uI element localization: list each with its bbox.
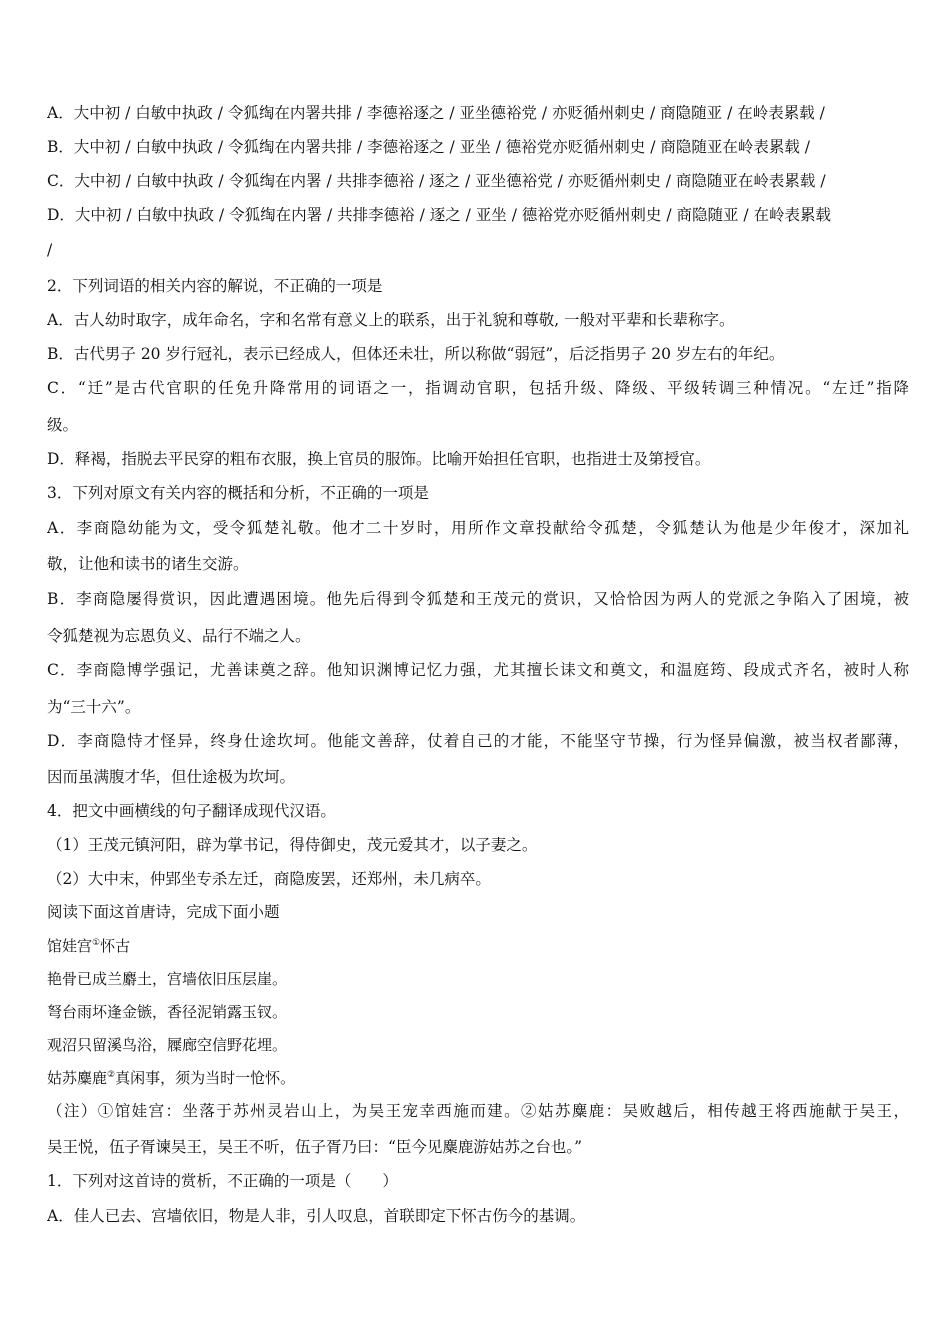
q2-option-d: D．释褐，指脱去平民穿的粗布衣服，换上官员的服饰。比喻开始担任官职，也指进士及第授官。 (47, 450, 711, 468)
poem-line-4-note-marker: ② (107, 1070, 116, 1080)
poem-notes-line1: （注）①馆娃宫：坐落于苏州灵岩山上，为吴王宠幸西施而建。②姑苏麋鹿：吴败越后，相传越王将西施献于吴王， (47, 1102, 909, 1120)
poem-line-4 (47, 1068, 909, 1088)
q2-stem: 2．下列词语的相关内容的解说，不正确的一项是 (47, 277, 383, 295)
q3-option-c-line1: C．李商隐博学强记，尤善诔奠之辞。他知识渊博记忆力强，尤其擅长诔文和奠文，和温庭筠、段成式齐名，被时人称 (47, 661, 909, 679)
poem-line-3: 观沼只留溪鸟浴，屧廊空信野花埋。 (47, 1036, 288, 1054)
q3-option-a-line2: 敬，让他和读书的诸生交游。 (47, 555, 249, 573)
q1-option-b: B．大中初 / 白敏中执政 / 令狐绹在内署共排 / 李德裕逐之 / 亚坐 / 德裕党亦贬循州刺史 / 商隐随亚在岭表累载 / (47, 138, 810, 156)
q2-option-b: B．古代男子 20 岁行冠礼，表示已经成人，但体还未壮，所以称做“弱冠”，后泛指男子 20 岁左右的年纪。 (47, 345, 785, 363)
q3-option-c-line2: 为“三十六”。 (47, 698, 141, 716)
q3-option-d-line1: D．李商隐恃才怪异，终身仕途坎坷。他能文善辞，仗着自己的才能，不能坚守节操，行为怪异偏激，被当权者鄙薄， (47, 732, 909, 750)
q3-stem: 3．下列对原文有关内容的概括和分析，不正确的一项是 (47, 484, 429, 502)
poem-line-1: 艳骨已成兰麝土，宫墙依旧压层崖。 (47, 970, 288, 988)
poem-title-note-marker: ① (92, 938, 101, 948)
poem-line-4-end: 真闲事，须为当时一怆怀。 (115, 1069, 296, 1087)
q4-sentence-2: （2）大中末，仲郢坐专杀左迁，商隐废罢，还郑州，未几病卒。 (47, 870, 491, 888)
poem-title-text: 馆娃宫 (47, 937, 93, 955)
q3-option-b-line2: 令狐楚视为忘恩负义、品行不端之人。 (47, 627, 311, 645)
q1-option-a: A．大中初 / 白敏中执政 / 令狐绹在内署共排 / 李德裕逐之 / 亚坐德裕党 / 亦贬循州刺史 / 商隐随亚 / 在岭表累载 / (47, 104, 825, 122)
poem-line-2: 弩台雨坏逢金镞，香径泥销露玉钗。 (47, 1003, 288, 1021)
poem-intro: 阅读下面这首唐诗，完成下面小题 (47, 903, 280, 921)
poem-title (47, 936, 909, 956)
q2-option-a: A．古人幼时取字，成年命名，字和名常有意义上的联系，出于礼貌和尊敬, 一般对平辈和长辈称字。 (47, 311, 735, 329)
q3-option-d-line2: 因而虽满腹才华，但仕途极为坎坷。 (47, 768, 296, 786)
q3-option-b-line1: B．李商隐屡得赏识，因此遭遇困境。他先后得到令狐楚和王茂元的赏识，又恰恰因为两人的党派之争陷入了困境，被 (47, 590, 909, 608)
q1-option-c: C．大中初 / 白敏中执政 / 令狐绹在内署 / 共排李德裕 / 逐之 / 亚坐德裕党 / 亦贬循州刺史 / 商隐随亚在岭表累载 / (47, 172, 826, 190)
poem-line-4-start: 姑苏麋鹿 (47, 1069, 108, 1087)
q3-option-a-line1: A．李商隐幼能为文，受令狐楚礼敬。他才二十岁时，用所作文章投献给令孤楚，令狐楚认为他是少年俊才，深加礼 (47, 519, 909, 537)
q4-sentence-1: （1）王茂元镇河阳，辟为掌书记，得侍御史，茂元爱其才，以子妻之。 (47, 836, 538, 854)
poem-notes-line2: 吴王悦，伍子胥谏吴王，吴王不听，伍子胥乃曰：“臣今见麋鹿游姑苏之台也。” (47, 1138, 583, 1156)
poem-q1-option-a: A．佳人已去、宫墙依旧，物是人非，引人叹息，首联即定下怀古伤今的基调。 (47, 1207, 586, 1225)
poem-q1-stem: 1．下列对这首诗的赏析，不正确的一项是（ ） (47, 1172, 398, 1190)
q2-option-c-line2: 级。 (47, 416, 79, 434)
poem-title-suffix: 怀古 (100, 937, 131, 955)
q1-option-d: D．大中初 / 白敏中执政 / 令狐绹在内署 / 共排李德裕 / 逐之 / 亚坐 / 德裕党亦贬循州刺史 / 商隐随亚 / 在岭表累载 (47, 206, 832, 224)
q2-option-c-line1: C．“迁”是古代官职的任免升降常用的词语之一，指调动官职，包括升级、降级、平级转调三种情况。“左迁”指降 (47, 379, 909, 397)
q4-stem: 4．把文中画横线的句子翻译成现代汉语。 (47, 802, 336, 820)
q1-option-d-tail: / (47, 241, 53, 259)
